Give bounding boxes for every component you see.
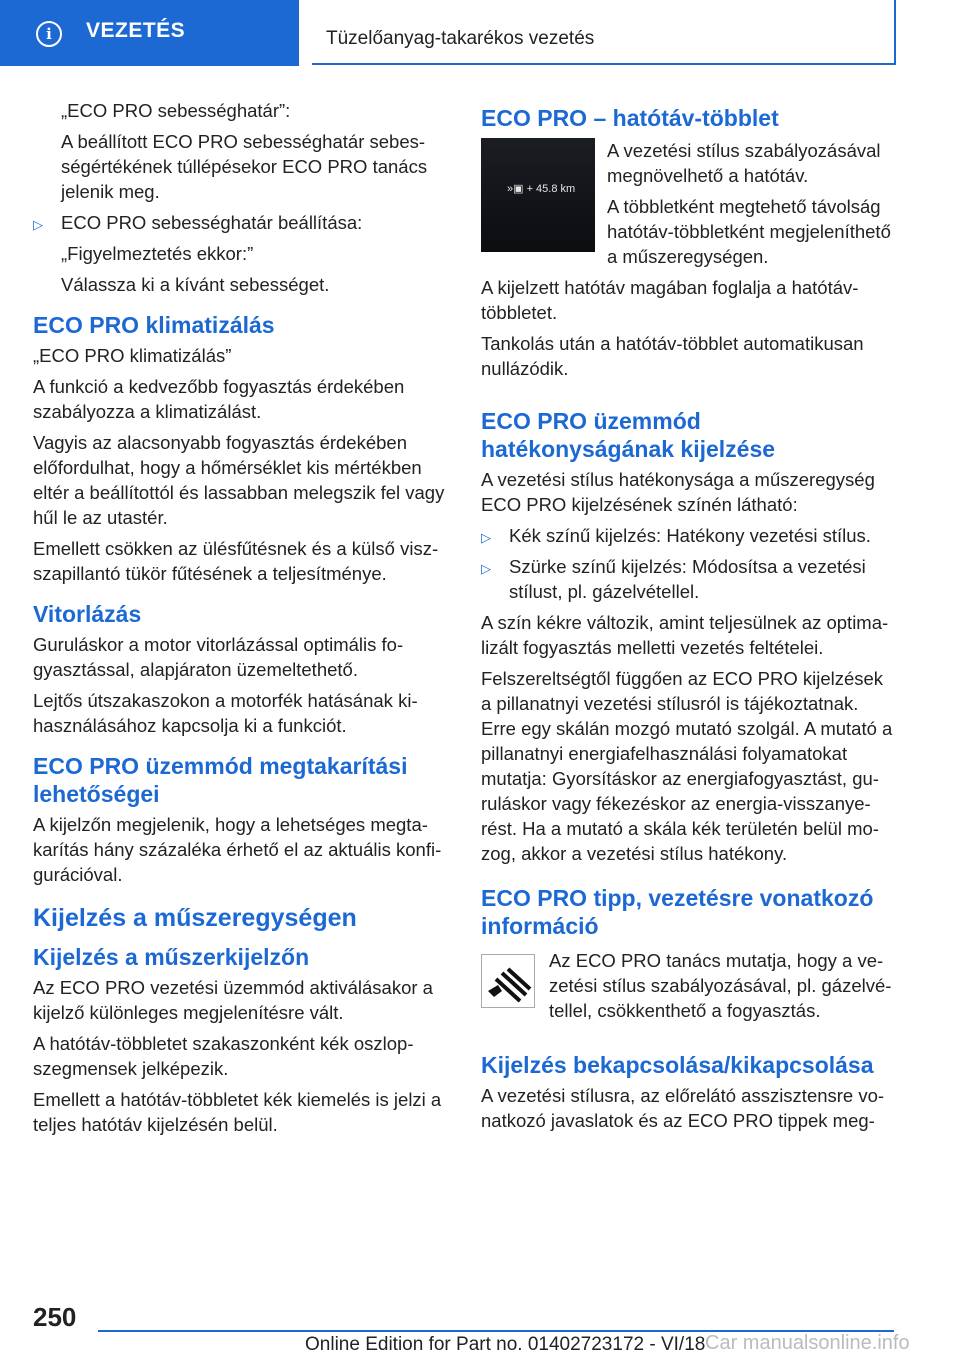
page-number: 250 (33, 1302, 77, 1332)
bullet-item (33, 210, 448, 235)
chapter-title: Tüzelőanyag-takarékos vezetés (326, 28, 595, 49)
paragraph: Az ECO PRO vezetési üzemmód aktiválásakor a kijelző különleges megjelenítésre vált. (33, 977, 433, 1023)
heading-klima: ECO PRO klimatizálás (33, 312, 275, 338)
paragraph: „ECO PRO klimatizálás” (33, 345, 232, 366)
bullet-item (481, 554, 895, 604)
paragraph: Felszereltségtől függően az ECO PRO kijelzések a pillanatnyi vezetési stílusról is tájékoztatnak. Erre egy skálán mozgó mutató szolgál. A mutató a pillanatnyi energiafelhasználási folyamatokat mutatja: Gyorsításkor az energiafogyasztást, guruláskor vagy fékezéskor az energia-visszanyerést. Ha a mutató a skála kék területén belül mozog, akkor a vezetési stílus hatékony. (481, 668, 893, 864)
paragraph: Válassza ki a kívánt sebességet. (61, 274, 330, 295)
bullet-text: ECO PRO sebességhatár beállítása: (61, 212, 363, 233)
paragraph: Tankolás után a hatótáv-többlet automatikusan nullázódik. (481, 333, 864, 379)
paragraph: Emellett csökken az ülésfűtésnek és a külső viszszapillantó tükör fűtésének a teljesítménye. (33, 538, 439, 584)
paragraph: A kijelzett hatótáv magában foglalja a hatótáv-többletet. (481, 277, 859, 323)
heading-vitorlazas: Vitorlázás (33, 601, 142, 627)
tipp-text (549, 948, 895, 1029)
bullet-triangle-icon: ▷ (33, 217, 43, 232)
heading-muszerkijelzo: Kijelzés a műszerkijelzőn (33, 944, 310, 970)
bullet-text: Szürke színű kijelzés: Módosítsa a vezetési stílust, pl. gázelvétellel. (509, 556, 866, 602)
paragraph: A funkció a kedvezőbb fogyasztás érdekében szabályozza a klimatizálást. (33, 376, 405, 422)
paragraph: A vezetési stílus szabályozásával megnövelhető a hatótáv. (607, 140, 881, 186)
header-title-box (312, 0, 896, 65)
paragraph: A hatótáv-többletet szakaszonként kék oszlopszegmensek jelképezik. (33, 1033, 414, 1079)
section-title: VEZETÉS (86, 19, 186, 42)
bullet-item (481, 523, 895, 548)
eco-tip-foot-icon (481, 954, 535, 1008)
heading-tipp: ECO PRO tipp, vezetésre vonatkozó információ (481, 885, 874, 939)
heading-hatekonysag: ECO PRO üzemmód hatékonyságának kijelzése (481, 408, 776, 462)
bullet-triangle-icon: ▷ (481, 561, 491, 576)
tipp-block (481, 948, 895, 1029)
left-column (33, 98, 448, 1143)
heading-bekapcsolas: Kijelzés bekapcsolása/kikapcsolása (481, 1052, 874, 1078)
bullet-text: Kék színű kijelzés: Hatékony vezetési stílus. (509, 525, 871, 546)
range-readout: »▣ + 45.8 km (507, 183, 576, 195)
paragraph: Vagyis az alacsonyabb fogyasztás érdekében előfordulhat, hogy a hőmérséklet kis mértékben eltér a beállítottól és lassabban melegszik fel vagy hűl le az utastér. (33, 432, 445, 528)
hatotav-block (481, 138, 895, 275)
paragraph: Guruláskor a motor vitorlázással optimális fogyasztással, alapjáraton üzemeltethető. (33, 634, 404, 680)
dashboard-image (481, 138, 595, 252)
watermark: Car manualsonline.info (705, 1332, 910, 1354)
heading-kijelzes: Kijelzés a műszeregységen (33, 904, 357, 932)
paragraph: „ECO PRO sebességhatár”: (61, 100, 291, 121)
range-value: + 45.8 km (526, 183, 576, 195)
paragraph: A beállított ECO PRO sebességhatár sebességértékének túllépésekor ECO PRO tanács jelenik meg. (61, 131, 428, 202)
paragraph: Az ECO PRO tanács mutatja, hogy a vezetési stílus szabályozásával, pl. gázelvétellel, csökkenthető a fogyasztás. (549, 950, 892, 1021)
bullet-triangle-icon: ▷ (481, 530, 491, 545)
header-section-tab (0, 0, 299, 66)
paragraph: Lejtős útszakaszokon a motorfék hatásának kihasználásához kapcsolja ki a funkciót. (33, 690, 418, 736)
paragraph: A vezetési stílus hatékonysága a műszeregység ECO PRO kijelzésének színén látható: (481, 469, 875, 515)
right-column (481, 98, 895, 1139)
heading-hatotav: ECO PRO – hatótáv-többlet (481, 105, 779, 131)
paragraph: A szín kékre változik, amint teljesülnek az optimalizált fogyasztás melletti vezetés feltételei. (481, 612, 889, 658)
paragraph: „Figyelmeztetés ekkor:” (61, 243, 254, 264)
edition-text: Online Edition for Part no. 01402723172 - VI/18 (305, 1334, 706, 1355)
paragraph: A kijelzőn megjelenik, hogy a lehetséges megtakarítás hány százaléka érhető el az aktuális konfigurációval. (33, 814, 442, 885)
paragraph: A vezetési stílusra, az előrelátó asszisztensre vonatkozó javaslatok és az ECO PRO tippek meg- (481, 1085, 885, 1131)
paragraph: A többletként megtehető távolság hatótáv-többletként megjeleníthető a műszeregységen. (607, 196, 891, 267)
paragraph: Emellett a hatótáv-többletet kék kiemelés is jelzi a teljes hatótáv kijelzésén belül. (33, 1089, 442, 1135)
info-icon: i (36, 21, 62, 47)
hatotav-text (607, 138, 895, 275)
heading-megtakaritas: ECO PRO üzemmód megtakarítási lehetőségei (33, 753, 408, 807)
